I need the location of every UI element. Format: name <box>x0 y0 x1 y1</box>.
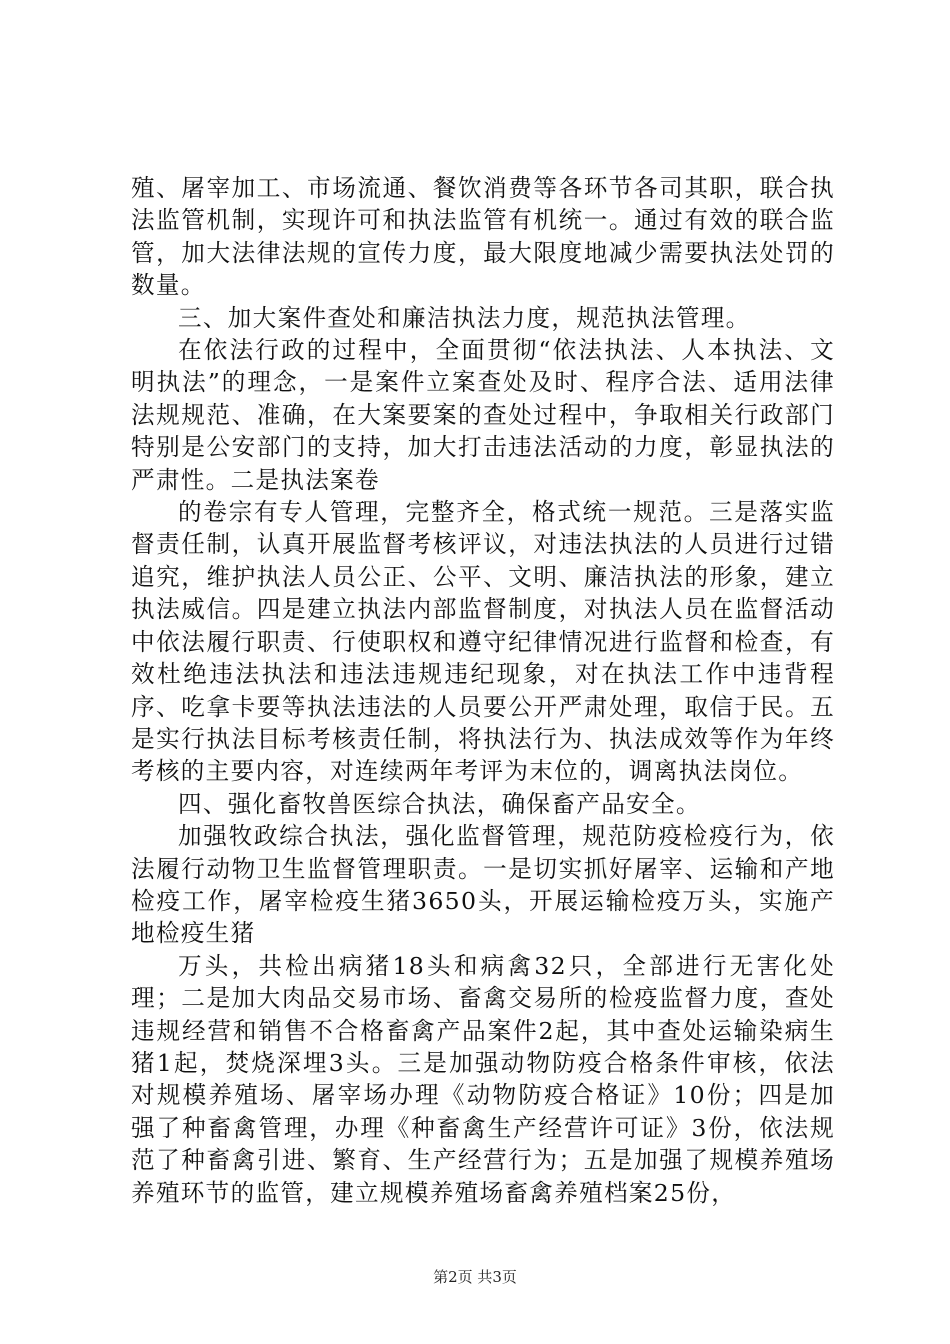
paragraph: 在依法行政的过程中，全面贯彻“依法执法、人本执法、文明执法”的理念，一是案件立案查处及时、程序合法、适用法律法规规范、准确，在大案要案的查处过程中，争取相关行政部门特别是公安部门的支持，加大打击违法活动的力度，彰显执法的严肃性。二是执法案卷 <box>131 336 835 494</box>
paragraph: 加强牧政综合执法，强化监督管理，规范防疫检疫行为，依法履行动物卫生监督管理职责。一是切实抓好屠宰、运输和产地检疫工作，屠宰检疫生猪3650头，开展运输检疫万头，实施产地检疫生猪 <box>131 822 835 948</box>
section-heading-4: 四、强化畜牧兽医综合执法，确保畜产品安全。 <box>178 789 701 818</box>
page-footer <box>0 1267 950 1287</box>
paragraph: 万头，共检出病猪18头和病禽32只，全部进行无害化处理；二是加大肉品交易市场、畜禽交易所的检疫监督力度，查处违规经营和销售不合格畜禽产品案件2起，其中查处运输染病生猪1起，焚烧深埋3头。三是加强动物防疫合格条件审核，依法对规模养殖场、屠宰场办理《动物防疫合格证》10份；四是加强了种畜禽管理，办理《种畜禽生产经营许可证》3份，依法规范了种畜禽引进、繁育、生产经营行为；五是加强了规模养殖场养殖环节的监管，建立规模养殖场畜禽养殖档案25份， <box>131 951 835 1207</box>
page-number: 第2页 共3页 <box>433 1268 517 1286</box>
section-heading-3: 三、加大案件查处和廉洁执法力度，规范执法管理。 <box>178 303 751 332</box>
body-text <box>131 172 835 1209</box>
paragraph: 的卷宗有专人管理，完整齐全，格式统一规范。三是落实监督责任制，认真开展监督考核评议，对违法执法的人员进行过错追究，维护执法人员公正、公平、文明、廉洁执法的形象，建立执法威信。四是建立执法内部监督制度，对执法人员在监督活动中依法履行职责、行使职权和遵守纪律情况进行监督和检查，有效杜绝违法执法和违法违规违纪现象，对在执法工作中违背程序、吃拿卡要等执法违法的人员要公开严肃处理，取信于民。五是实行执法目标考核责任制，将执法行为、执法成效等作为年终考核的主要内容，对连续两年考评为末位的，调离执法岗位。 <box>131 498 835 786</box>
paragraph-continuation: 殖、屠宰加工、市场流通、餐饮消费等各环节各司其职，联合执法监管机制，实现许可和执法监管有机统一。通过有效的联合监管，加大法律法规的宣传力度，最大限度地减少需要执法处罚的数量。 <box>131 174 835 300</box>
